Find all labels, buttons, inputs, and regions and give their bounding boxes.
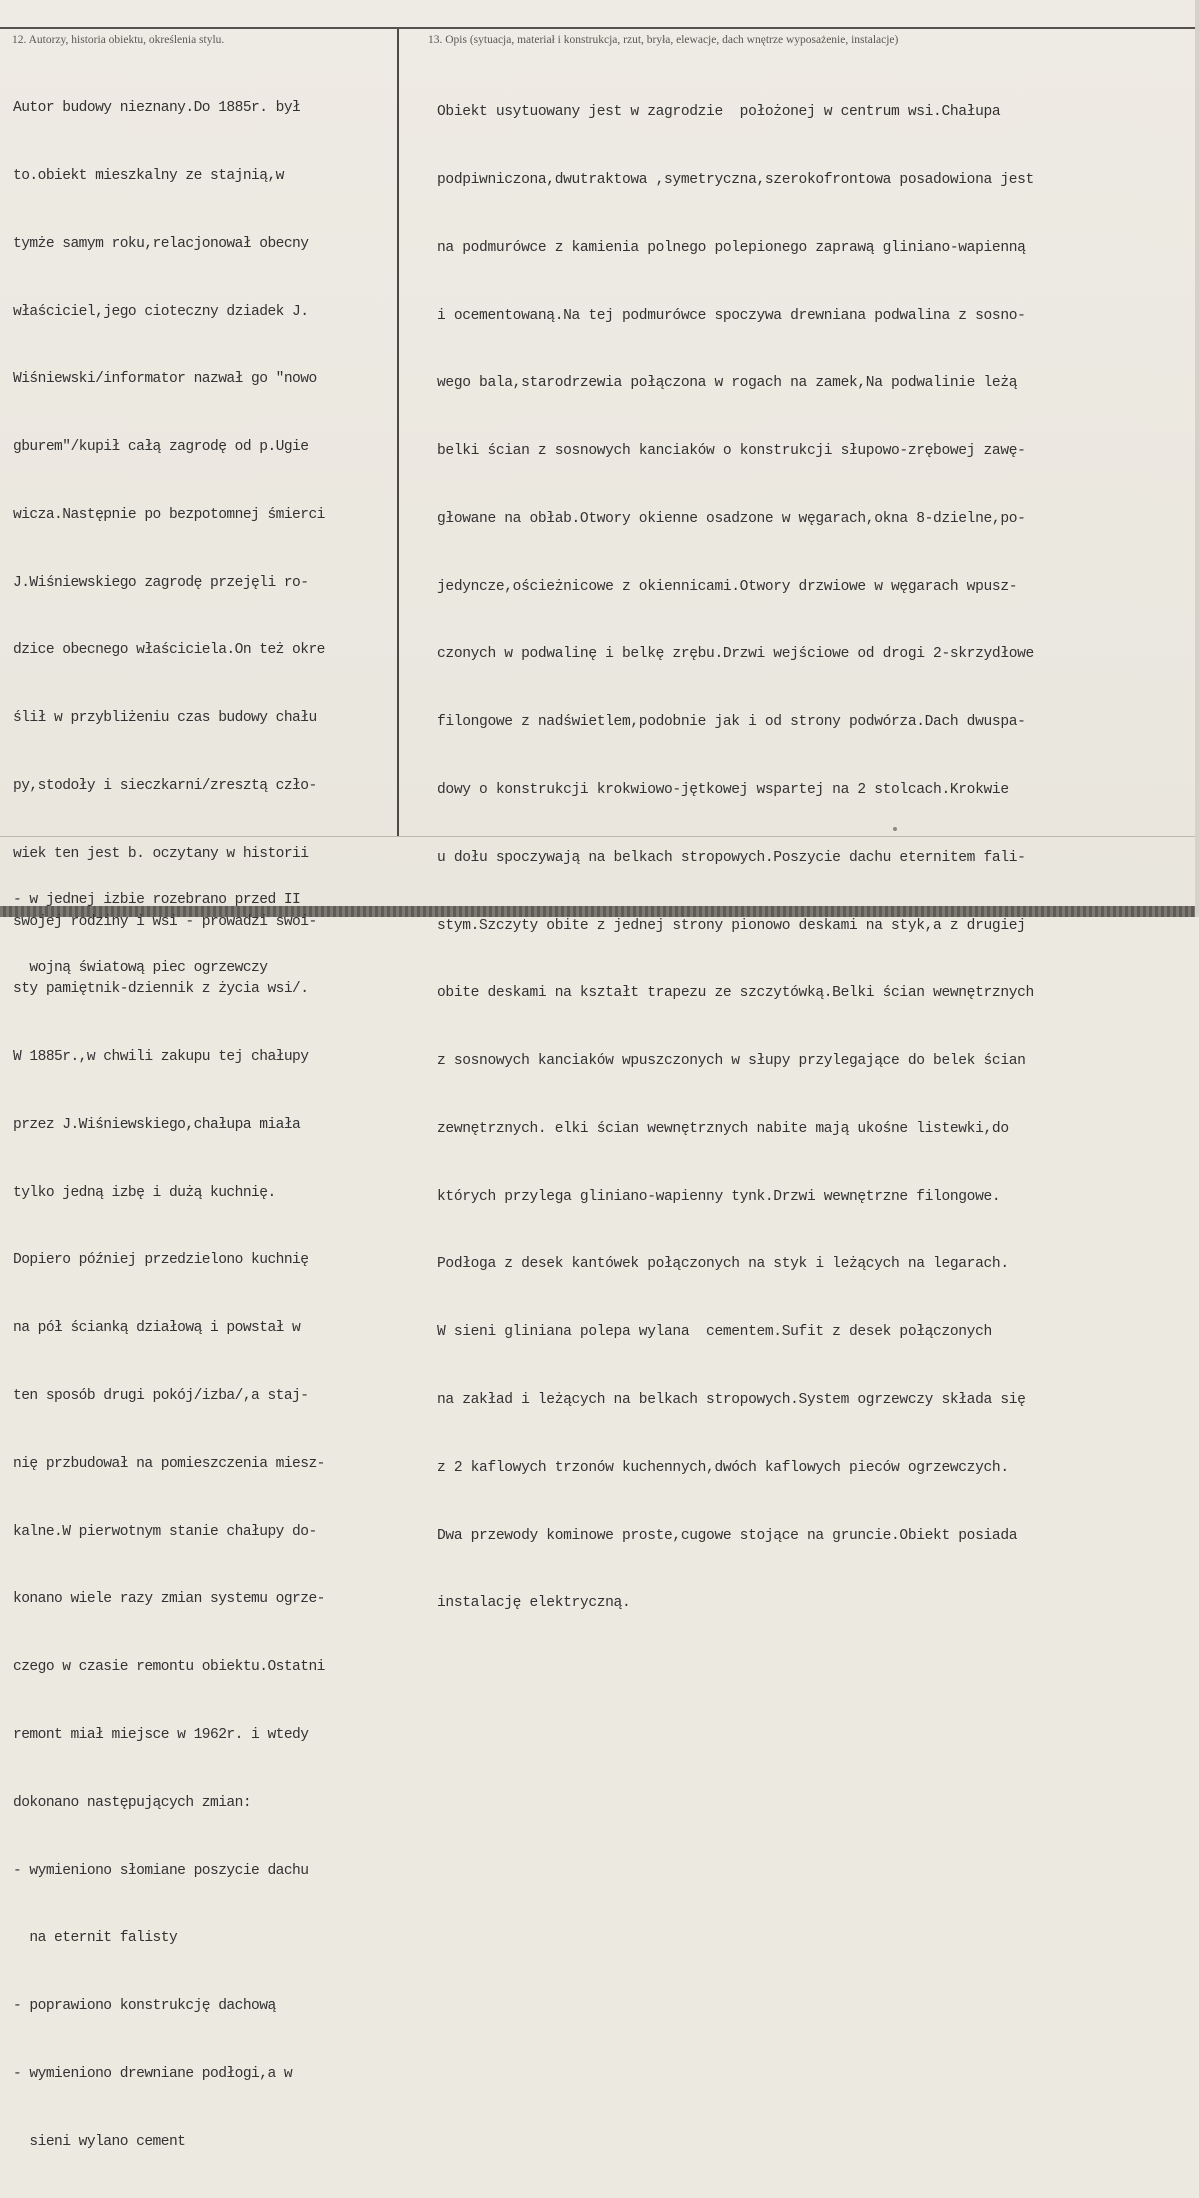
history-line: sieni wylano cement xyxy=(13,2133,186,2150)
history-line: Wiśniewski/informator nazwał go "nowo xyxy=(13,371,317,388)
description-line: z sosnowych kanciaków wpuszczonych w słupy przylegające do belek ścian xyxy=(437,1053,1026,1070)
history-line: sty pamiętnik-dziennik z życia wsi/. xyxy=(13,981,309,998)
history-line: na eternit falisty xyxy=(13,1930,178,1947)
description-line: obite deskami na kształt trapezu ze szczytówką.Belki ścian wewnętrznych xyxy=(437,985,1034,1002)
history-line: - wymieniono słomiane poszycie dachu xyxy=(13,1862,309,1879)
description-line: filongowe z nadświetlem,podobnie jak i od strony podwórza.Dach dwuspa- xyxy=(437,714,1026,731)
history-line: kalne.W pierwotnym stanie chałupy do- xyxy=(13,1523,317,1540)
history-line: - poprawiono konstrukcję dachową xyxy=(13,1998,276,2015)
description-line: i ocementowaną.Na tej podmurówce spoczywa drewniana podwalina z sosno- xyxy=(437,307,1026,324)
description-line: stym.Szczyty obite z jednej strony pionowo deskami na styk,a z drugiej xyxy=(437,917,1026,934)
description-line: zewnętrznych. elki ścian wewnętrznych nabite mają ukośne listewki,do xyxy=(437,1120,1009,1137)
description-line: na zakład i leżących na belkach stropowych.System ogrzewczy składa się xyxy=(437,1392,1026,1409)
history-continuation xyxy=(13,844,300,1025)
description-line: których przylega gliniano-wapienny tynk.Drzwi wewnętrzne filongowe. xyxy=(437,1188,1001,1205)
description-line: dowy o konstrukcji krokwiowo-jętkowej wspartej na 2 stolcach.Krokwie xyxy=(437,782,1009,798)
history-line: wojną światową piec ogrzewczy xyxy=(13,959,268,976)
top-rule-line xyxy=(0,27,1199,29)
history-line: Dopiero później przedzielono kuchnię xyxy=(13,1252,309,1269)
history-line: dzice obecnego właściciela.On też okre xyxy=(13,642,325,659)
description-line: głowane na obłab.Otwory okienne osadzone w węgarach,okna 8-dzielne,po- xyxy=(437,510,1026,527)
history-line: wicza.Następnie po bezpotomnej śmierci xyxy=(13,506,325,523)
description-line: belki ścian z sosnowych kanciaków o konstrukcji słupowo-zrębowej zawę- xyxy=(437,443,1026,460)
section-12-header: 12. Autorzy, historia obiektu, określenia stylu. xyxy=(12,34,225,46)
history-line: ślił w przybliżeniu czas budowy chału xyxy=(13,710,317,727)
history-line: czego w czasie remontu obiektu.Ostatni xyxy=(13,1659,325,1676)
section-13-header: 13. Opis (sytuacja, materiał i konstrukcja, rzut, bryła, elewacje, dach wnętrze wyposażenie, instalacje) xyxy=(428,34,899,46)
description-line: na podmurówce z kamienia polnego polepionego zaprawą gliniano-wapienną xyxy=(437,239,1026,256)
history-line: na pół ścianką działową i powstał w xyxy=(13,1320,301,1337)
history-line: przez J.Wiśniewskiego,chałupa miała xyxy=(13,1116,301,1133)
description-line: W sieni gliniana polepa wylana cementem.Sufit z desek połączonych xyxy=(437,1324,992,1341)
history-line: tymże samym roku,relacjonował obecny xyxy=(13,235,309,252)
description-line: Obiekt usytuowany jest w zagrodzie położonej w centrum wsi.Chałupa xyxy=(437,104,1001,121)
history-text-column xyxy=(13,52,325,2198)
history-line: dokonano następujących zmian: xyxy=(13,1794,252,1811)
description-text-column xyxy=(437,56,1034,1660)
page-edge xyxy=(1195,0,1199,917)
history-line: wiek ten jest b. oczytany w historii xyxy=(13,845,309,862)
description-line: Dwa przewody kominowe proste,cugowe stojące na gruncie.Obiekt posiada xyxy=(437,1527,1018,1544)
description-line: z 2 kaflowych trzonów kuchennych,dwóch kaflowych pieców ogrzewczych. xyxy=(437,1459,1009,1476)
history-line: konano wiele razy zmian systemu ogrze- xyxy=(13,1591,325,1608)
description-line: czonych w podwalinę i belkę zrębu.Drzwi wejściowe od drogi 2-skrzydłowe xyxy=(437,646,1034,663)
description-line: instalację elektryczną. xyxy=(437,1595,631,1612)
history-line: - w jednej izbie rozebrano przed II xyxy=(13,892,301,909)
history-line: J.Wiśniewskiego zagrodę przejęli ro- xyxy=(13,574,309,591)
history-line: nię przbudował na pomieszczenia miesz- xyxy=(13,1455,325,1472)
history-line: ten sposób drugi pokój/izba/,a staj- xyxy=(13,1388,309,1405)
history-line: gburem"/kupił całą zagrodę od p.Ugie xyxy=(13,439,309,456)
history-line: py,stodoły i sieczkarni/zresztą czło- xyxy=(13,778,317,794)
description-line: podpiwniczona,dwutraktowa ,symetryczna,szerokofrontowa posadowiona jest xyxy=(437,171,1034,188)
history-line: to.obiekt mieszkalny ze stajnią,w xyxy=(13,167,284,184)
description-line: jedyncze,ościeżnicowe z okiennicami.Otwory drzwiowe w węgarach wpusz- xyxy=(437,578,1018,595)
description-line: wego bala,starodrzewia połączona w rogach na zamek,Na podwalinie leżą xyxy=(437,375,1018,392)
history-line: swojej rodziny i wsi - prowadzi swoi- xyxy=(13,913,317,930)
history-line: Autor budowy nieznany.Do 1885r. był xyxy=(13,100,301,117)
history-line: remont miał miejsce w 1962r. i wtedy xyxy=(13,1726,309,1743)
history-line: - wymieniono drewniane podłogi,a w xyxy=(13,2065,293,2082)
history-line: W 1885r.,w chwili zakupu tej chałupy xyxy=(13,1049,309,1066)
description-line: u dołu spoczywają na belkach stropowych.Poszycie dachu eternitem fali- xyxy=(437,849,1026,866)
history-line: tylko jedną izbę i dużą kuchnię. xyxy=(13,1184,276,1201)
description-line: Podłoga z desek kantówek połączonych na styk i leżących na legarach. xyxy=(437,1256,1009,1273)
history-line: właściciel,jego cioteczny dziadek J. xyxy=(13,303,309,320)
column-divider xyxy=(397,29,399,837)
